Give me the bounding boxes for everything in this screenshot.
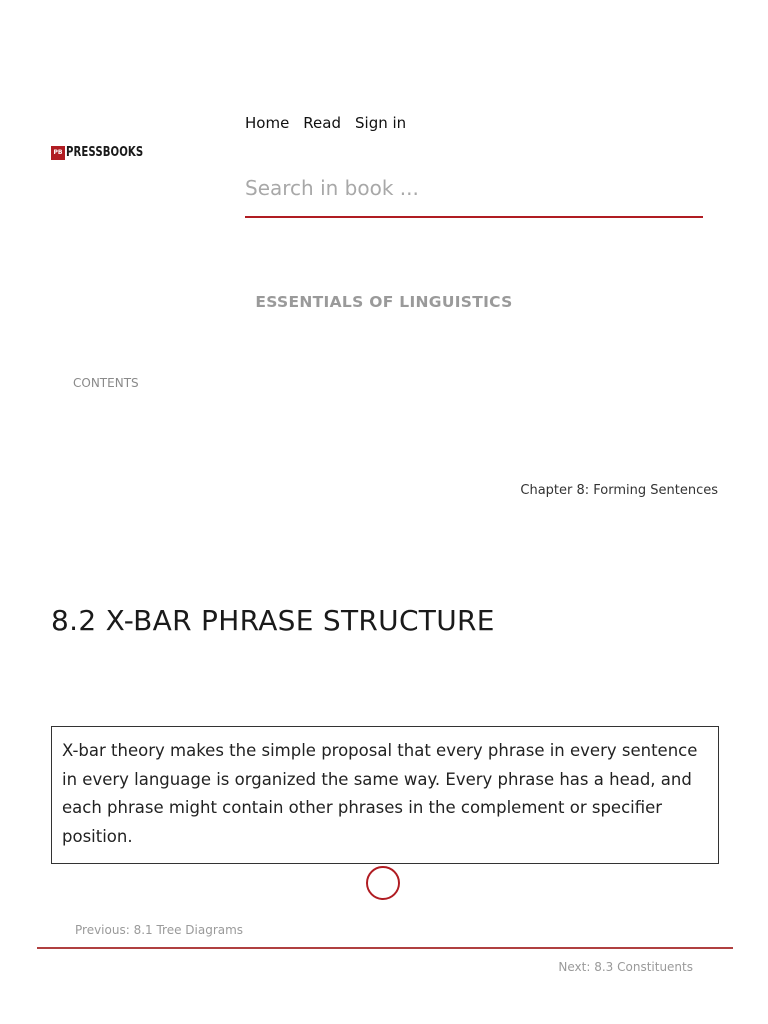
contents-toggle[interactable]: CONTENTS	[73, 376, 139, 390]
page-title: 8.2 X-BAR PHRASE STRUCTURE	[51, 604, 495, 637]
logo-text: PRESSBOOKS	[66, 145, 144, 160]
pressbooks-logo[interactable]	[51, 145, 165, 160]
book-title[interactable]: ESSENTIALS OF LINGUISTICS	[255, 293, 513, 311]
loading-circle-icon	[366, 866, 400, 900]
nav-home-link[interactable]: Home	[245, 114, 290, 132]
logo-mark: PB	[51, 146, 65, 160]
next-page-link[interactable]: Next: 8.3 Constituents	[558, 960, 693, 974]
summary-box: X-bar theory makes the simple proposal that every phrase in every sentence in every language is organized the same way. Every phrase has a head, and each phrase might contain other phrases in the complement or specifier position.	[51, 726, 719, 864]
nav-divider	[37, 947, 733, 949]
search-input[interactable]	[245, 160, 703, 218]
nav-sign-in-link[interactable]: Sign in	[355, 114, 407, 132]
previous-page-link[interactable]: Previous: 8.1 Tree Diagrams	[75, 923, 244, 937]
nav-read-link[interactable]: Read	[303, 114, 341, 132]
chapter-breadcrumb: Chapter 8: Forming Sentences	[520, 483, 718, 498]
top-nav	[245, 114, 406, 132]
